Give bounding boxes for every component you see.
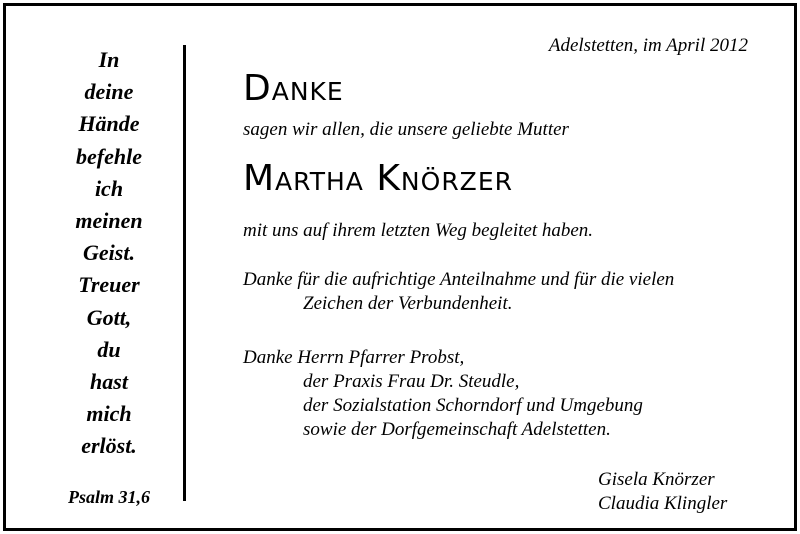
verse-line: deine xyxy=(84,79,134,105)
intro-text: sagen wir allen, die unsere geliebte Mutter xyxy=(243,119,569,140)
signature-name: Gisela Knörzer xyxy=(598,469,715,490)
verse-reference: Psalm 31,6 xyxy=(67,487,150,507)
paragraph-line: Danke für die aufrichtige Anteilnahme und für die vielen xyxy=(243,269,675,290)
verse-line: ich xyxy=(94,175,124,201)
verse-line: meinen xyxy=(75,208,143,234)
verse-line: befehle xyxy=(76,143,142,169)
paragraph-line: Danke Herrn Pfarrer Probst, xyxy=(243,347,465,368)
obituary-card xyxy=(3,3,797,531)
paragraph-line: der Praxis Frau Dr. Steudle, xyxy=(303,371,520,392)
signatures xyxy=(598,468,727,516)
verse-line: Gott, xyxy=(86,304,132,330)
paragraph-line: sowie der Dorfgemeinschaft Adelstetten. xyxy=(303,419,611,440)
verse-line: hast xyxy=(90,369,128,395)
after-name-text: mit uns auf ihrem letzten Weg begleitet haben. xyxy=(243,220,594,241)
verse-line: Treuer xyxy=(78,272,140,298)
verse-line: In xyxy=(98,47,120,72)
heading-danke: Danke xyxy=(243,68,344,109)
vertical-divider xyxy=(183,45,186,501)
date-line: Adelstetten, im April 2012 xyxy=(548,35,748,56)
verse-line: Hände xyxy=(78,111,140,137)
signature-name: Claudia Klingler xyxy=(598,493,728,514)
verse-line: Geist. xyxy=(83,240,135,266)
verse-line: mich xyxy=(86,401,132,427)
verse-line: du xyxy=(97,336,121,362)
paragraph-line: der Sozialstation Schorndorf und Umgebung xyxy=(303,395,643,416)
verse-line: erlöst. xyxy=(81,433,137,459)
deceased-name: Martha Knörzer xyxy=(243,158,513,199)
paragraph-line: Zeichen der Verbundenheit. xyxy=(303,293,513,314)
thanks-paragraph-1 xyxy=(243,268,674,316)
bible-verse xyxy=(34,44,184,463)
thanks-paragraph-2 xyxy=(243,346,643,442)
